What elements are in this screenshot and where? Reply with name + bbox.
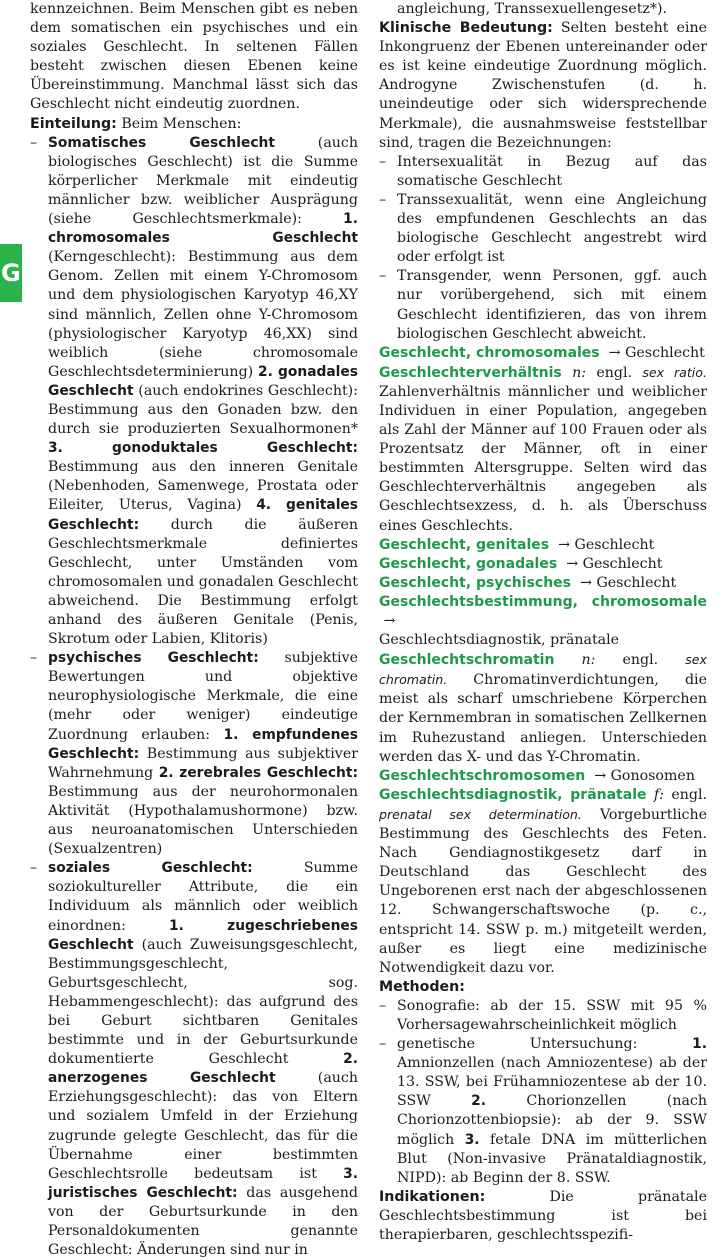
english-term: sex ratio.	[642, 364, 708, 380]
method-number: 3.	[464, 1131, 480, 1148]
cross-reference: → Gonosomen	[594, 767, 695, 784]
clinical-text: Selten besteht eine Inkongruenz der Ebenen untereinander oder es ist keine eindeutige Zuordnung möglich. Androgyne Zwischenstufen (d. h. uneindeutige oder sich widersprechende Merkmale), die ausnahmsweise feststellbar sind, tragen die Bezeichnungen:	[379, 20, 707, 151]
einteilung-paragraph	[30, 115, 358, 134]
clinical-list	[379, 153, 707, 344]
english-prefix: engl.	[663, 786, 707, 803]
entry-prenatal-diagnostics	[379, 786, 707, 978]
sub-felt: 1. empfundenes Geschlecht:	[48, 726, 359, 762]
entry-sex-chromatin	[379, 650, 707, 767]
entry-term: Geschlechtschromatin	[379, 652, 555, 669]
left-column	[30, 0, 358, 1260]
text-somatic-4: Bestimmung aus den inneren Genitale (Nebenhoden, Samenwege, Prostata oder Eileiter, Uterus, Vagina)	[48, 459, 358, 514]
text-somatic-1: (auch biologisches Geschlecht) ist die Summe körperlicher Merkmale mit eindeutig männlicher bzw. weiblicher Ausprägung (siehe Geschlechtsmerkmale):	[48, 134, 358, 228]
gender-label: n:	[572, 364, 587, 381]
method-text: fetale DNA im mütterlichen Blut (Non-invasive Pränataldiagnostik, NIPD): ab Beginn der 8. SSW.	[397, 1131, 708, 1186]
entry-term: Geschlechtsbestimmung, chromosomale	[379, 593, 707, 610]
method-number: 2.	[471, 1093, 486, 1110]
english-term: prenatal sex determination.	[379, 806, 582, 822]
sub-legal: 3. juristisches Geschlecht:	[48, 1165, 358, 1201]
method-text: Chorionzellen (nach Chorionzottenbiopsie): ab der 9. SSW möglich	[397, 1093, 707, 1148]
einteilung-list	[30, 134, 358, 1260]
list-item	[379, 1035, 707, 1188]
text-social-2: (auch Zuweisungsgeschlecht, Bestimmungsgeschlecht, Geburtsgeschlecht, sog. Hebammengeschlecht): das aufgrund des bei Geburt sichtbaren Genitales bestimmte und in der Geburtsurkunde dokumentierte Geschlecht	[48, 936, 358, 1068]
entry-text: Vorgeburtliche Bestimmung des Geschlechts des Feten. Nach Gendiagnostikgesetz darf in Deutschland das Geschlecht des Ungeborenen erst nach der abgeschlossenen 12. Schwangerschaftswoche (p. c., entspricht 14. SSW p. m.) mitgeteilt werden, außer es liegt eine medizinische Notwendigkeit dazu vor.	[379, 806, 707, 976]
alphabet-tab-marker	[0, 244, 22, 302]
list-item: – Intersexualität in Bezug auf das somatische Geschlecht	[379, 153, 707, 191]
list-item: – Transsexualität, wenn eine Angleichung des empfundenen Geschlechts an das biologische Geschlecht angestrebt wird oder erfolgt ist	[379, 191, 707, 267]
text-psychic-2: Bestimmung aus subjektiver Wahrnehmung	[48, 745, 358, 781]
sub-gonoductal: 3. gonoduktales Geschlecht:	[48, 440, 358, 457]
sub-genital: 4. genitales Geschlecht:	[48, 497, 359, 533]
intro-paragraph: kennzeichnen. Beim Menschen gibt es neben dem somatischen ein psychisches und ein soziales Geschlecht. In seltenen Fällen besteht zwischen diesen Ebenen keine Übereinstimmung. Manchmal lässt sich das Geschlecht nicht eindeutig zuordnen.	[30, 1, 358, 113]
entry-psychic	[379, 574, 707, 593]
sub-gonadal: 2. gonadales Geschlecht	[48, 363, 358, 399]
text-social-1: Summe soziokultureller Attribute, die ein Individuum als männlich oder weiblich einordnen:	[48, 860, 358, 934]
sub-chromosomal: 1. chromosomales Geschlecht	[48, 211, 358, 247]
methods-heading	[379, 978, 707, 997]
entry-genital	[379, 536, 707, 555]
cross-reference: → Geschlecht	[566, 555, 663, 572]
cross-reference: → Geschlecht	[558, 536, 655, 553]
cross-reference: → Geschlecht	[580, 574, 677, 591]
right-column	[379, 0, 707, 1245]
text-somatic-5: durch die äußeren Geschlechtsmerkmale definiertes Geschlecht, unter Umständen vom chromosomalen und gonadalen Geschlecht abweichend. Die Bestimmung erfolgt anhand des äußeren Genitale (Penis, Skrotum oder Labien, Klitoris)	[48, 516, 358, 648]
english-prefix: engl.	[586, 364, 643, 381]
indications-label: Indikationen:	[379, 1188, 486, 1205]
english-term: sex chromatin.	[379, 652, 707, 688]
entry-text: Zahlenverhältnis männlicher und weiblicher Individuen in einer Population, angegeben als Zahl der Männer auf 100 Frauen oder als Prozentsatz der Männer, oft in einer bestimmten Altersgruppe. Selten wird das Geschlechterverhältnis angegeben als Geschlechtsexzess, d. h. als Überschuss eines Geschlechts.	[379, 383, 707, 534]
entry-term: Geschlechtsdiagnostik, pränatale	[379, 786, 647, 803]
continuation-line: angleichung, Transsexuellengesetz*).	[397, 1, 668, 17]
list-item-somatic	[30, 134, 358, 650]
list-item: – Transgender, wenn Personen, ggf. auch nur vorübergehend, sich mit einem Geschlecht identifizieren, das von ihrem biologischen Geschlecht abweicht.	[379, 267, 707, 343]
clinical-paragraph	[379, 19, 707, 153]
entry-sex-ratio	[379, 363, 707, 536]
method-number: 1.	[692, 1036, 707, 1053]
methods-list	[379, 997, 707, 1188]
entry-term: Geschlecht, psychisches	[379, 574, 572, 591]
method-text: genetische Untersuchung:	[397, 1036, 693, 1053]
text-psychic-1: subjektive Bewertungen und objektive neurophysiologische Merkmale, die eine (mehr oder weniger) eindeutige Zuordnung erlauben:	[48, 650, 358, 743]
entry-sex-determination	[379, 593, 707, 650]
entry-term: Geschlecht, genitales	[379, 536, 550, 553]
list-item: – Sonografie: ab der 15. SSW mit 95 % Vorhersagewahrscheinlichkeit möglich	[379, 997, 707, 1035]
text-social-4: das ausgehend von der Geburtsurkunde in den Personaldokumenten genannte Geschlecht: Änderungen sind nur in	[48, 1184, 358, 1259]
clinical-label: Klinische Bedeutung:	[379, 20, 553, 37]
indications-paragraph	[379, 1188, 707, 1245]
text-somatic-2: (Kerngeschlecht): Bestimmung aus dem Genom. Zellen mit einem Y-Chromosom und dem physiologischen Karyotyp 46,XY sind männlich, Zellen ohne Y-Chromosom (physiologischer Karyotyp 46,XX) sind weiblich (siehe chromosomale Geschlechtsdeterminierung)	[48, 249, 358, 380]
cross-reference-target: Geschlechtsdiagnostik, pränatale	[379, 632, 620, 649]
term-psychic: psychisches Geschlecht:	[48, 650, 259, 667]
einteilung-text: Beim Menschen:	[116, 115, 242, 132]
text-social-3: (auch Erziehungsgeschlecht): das von Eltern und sozialem Umfeld in der Erziehung zugrunde gelegte Geschlecht, das für die Übernahme einer bestimmten Geschlechtsrolle bedeutsam ist	[48, 1070, 358, 1182]
alphabet-tab-letter: G	[1, 259, 21, 287]
entry-term: Geschlechterverhältnis	[379, 364, 562, 381]
sub-raised: 2. anerzogenes Geschlecht	[48, 1051, 358, 1087]
english-prefix: engl.	[595, 652, 686, 669]
entry-gonadal	[379, 555, 707, 574]
sub-cerebral: 2. zerebrales Geschlecht:	[158, 764, 358, 781]
text-somatic-3: (auch endokrines Geschlecht): Bestimmung aus den Gonaden bzw. den durch sie produzierten Sexualhormonen*	[48, 382, 358, 438]
method-text: Amnionzellen (nach Amniozentese) ab der 13. SSW, bei Frühamniozentese ab der 10. SSW	[397, 1055, 707, 1110]
term-social: soziales Geschlecht:	[48, 860, 253, 877]
term-somatic: Somatisches Geschlecht	[48, 134, 275, 151]
einteilung-label: Einteilung:	[30, 115, 117, 132]
gender-label: f:	[653, 786, 664, 803]
cross-reference: → Geschlecht	[608, 344, 705, 361]
gender-label: n:	[581, 652, 596, 669]
entry-text: Chromatinverdichtungen, die meist als scharf umschriebene Körperchen der Kernmembran in somatischen Zellkernen im Ruhezustand anliegen. Unterschieden werden das X- und das Y-Chromatin.	[379, 672, 707, 765]
list-item-psychic	[30, 649, 358, 859]
sub-assigned: 1. zugeschriebenes Geschlecht	[48, 917, 358, 953]
list-item-social	[30, 859, 358, 1260]
entry-sex-chromosomes	[379, 767, 707, 786]
methods-label: Methoden:	[379, 978, 465, 995]
cross-reference: →	[383, 613, 396, 629]
indications-text: Die pränatale Geschlechtsbestimmung ist bei therapierbaren, geschlechtsspezifi-	[379, 1188, 707, 1243]
text-psychic-3: Bestimmung aus der neurohormonalen Aktivität (Hypothalamushormone) bzw. aus neuroanatomischen Unterschieden (Sexualzentren)	[48, 783, 358, 858]
entry-term: Geschlechtschromosomen	[379, 767, 586, 784]
entry-chromosomal	[379, 344, 707, 363]
entry-term: Geschlecht, gonadales	[379, 555, 558, 572]
entry-term: Geschlecht, chromosomales	[379, 344, 600, 361]
